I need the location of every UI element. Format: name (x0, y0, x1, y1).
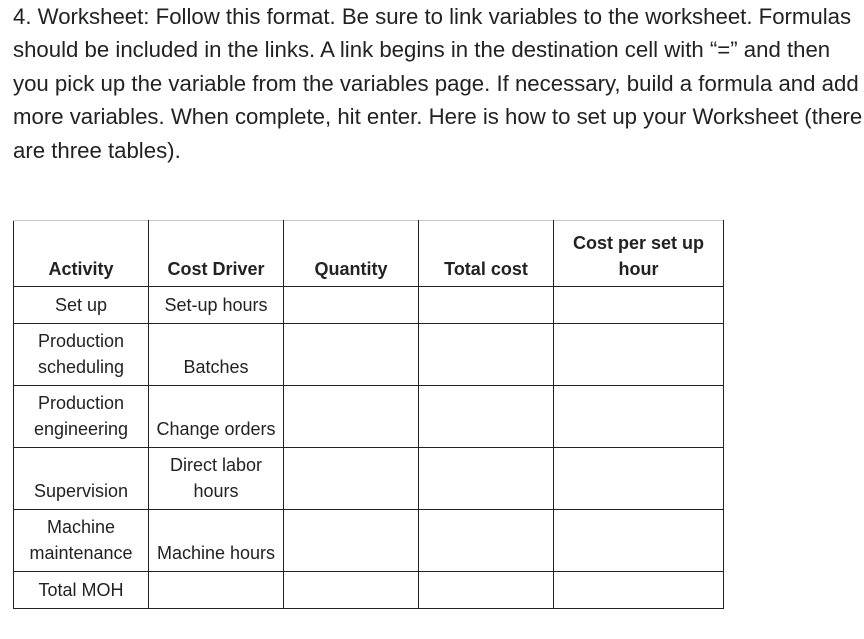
cell-total-cost[interactable] (419, 572, 554, 609)
cell-total-cost[interactable] (419, 510, 554, 572)
cell-cost-per[interactable] (554, 510, 724, 572)
cell-cost-driver[interactable] (149, 572, 284, 609)
table-row (14, 510, 724, 572)
cell-activity: Production engineering (14, 386, 149, 448)
table-row (14, 386, 724, 448)
cell-quantity[interactable] (284, 448, 419, 510)
cell-cost-per[interactable] (554, 386, 724, 448)
cell-activity: Total MOH (14, 572, 149, 609)
cell-cost-driver: Machine hours (149, 510, 284, 572)
worksheet-table (13, 220, 724, 609)
header-quantity: Quantity (284, 221, 419, 287)
cell-cost-driver: Batches (149, 324, 284, 386)
cell-total-cost[interactable] (419, 324, 554, 386)
cell-activity: Machine maintenance (14, 510, 149, 572)
cell-cost-per[interactable] (554, 324, 724, 386)
table-row (14, 324, 724, 386)
cell-cost-driver: Change orders (149, 386, 284, 448)
table-row-total (14, 572, 724, 609)
cell-activity: Set up (14, 287, 149, 324)
cell-cost-driver: Direct labor hours (149, 448, 284, 510)
header-cost-driver: Cost Driver (149, 221, 284, 287)
cell-total-cost[interactable] (419, 386, 554, 448)
cell-total-cost[interactable] (419, 287, 554, 324)
header-activity: Activity (14, 221, 149, 287)
header-row (14, 221, 724, 287)
cell-cost-driver: Set-up hours (149, 287, 284, 324)
cell-quantity[interactable] (284, 572, 419, 609)
table-row (14, 287, 724, 324)
cell-activity: Supervision (14, 448, 149, 510)
cell-quantity[interactable] (284, 386, 419, 448)
cell-cost-per[interactable] (554, 287, 724, 324)
cell-quantity[interactable] (284, 510, 419, 572)
cell-quantity[interactable] (284, 324, 419, 386)
cell-cost-per[interactable] (554, 448, 724, 510)
header-cost-per-setup-hour: Cost per set up hour (554, 221, 724, 287)
cell-total-cost[interactable] (419, 448, 554, 510)
instructions-paragraph: 4. Worksheet: Follow this format. Be sure to link variables to the worksheet. Formulas should be included in the links. A link begins in the destination cell with “=” and then you pick up the variable from the variables page. If necessary, build a formula and add more variables. When complete, hit enter. Here is how to set up your Worksheet (there are three tables). (13, 4, 863, 163)
cell-activity: Production scheduling (14, 324, 149, 386)
header-total-cost: Total cost (419, 221, 554, 287)
cell-quantity[interactable] (284, 287, 419, 324)
table-row (14, 448, 724, 510)
cell-cost-per[interactable] (554, 572, 724, 609)
